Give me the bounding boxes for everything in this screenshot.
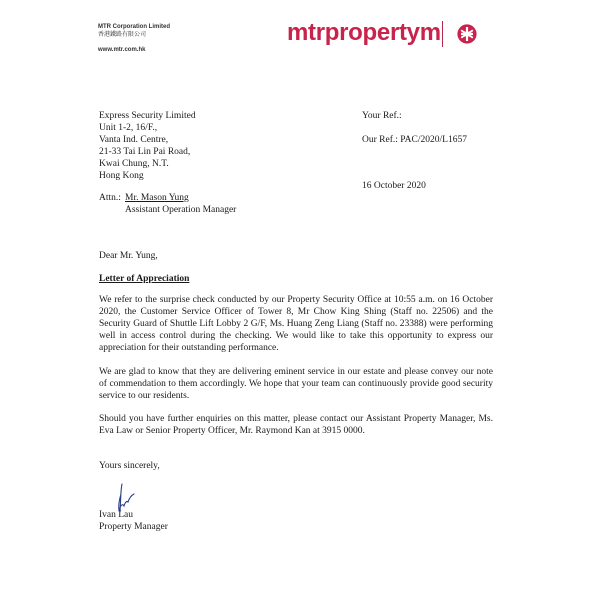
body-paragraph: We refer to the surprise check conducted by our Property Security Office at 10:55 a.m. on 16 October 2020, the Customer Service Officer of Tower 8, Mr Chow King Shing (Staff no. 22506) and the Security Guard of Shuttle Lift Lobby 2 G/F, Ms. Huang Zeng Liang (Staff no. 23388) were performing well in access control during the checking. We would like to take this opportunity to express our appreciation for their outstanding performance. [99,295,493,353]
corporation-block [98,23,170,54]
letter-subject: Letter of Appreciation [99,274,190,284]
body-paragraph: Should you have further enquiries on this matter, please contact our Assistant Property Manager, Ms. Eva Law or Senior Property Officer, Mr. Raymond Kan at 3915 0000. [99,414,493,436]
corporation-name: MTR Corporation Limited [98,24,170,30]
address-line: Express Security Limited [99,111,196,121]
attn-name: Mr. Mason Yung [125,193,189,203]
body-paragraph: We are glad to know that they are delivering eminent service in our estate and please convey our note of commendation to them accordingly. We hope that your team can continuously provide good security service to our residents. [99,367,493,401]
valediction: Yours sincerely, [99,461,160,471]
signer-name: Ivan Lau [99,510,134,520]
website-text: www.mtr.com.hk [98,47,146,53]
salutation: Dear Mr. Yung, [99,251,158,261]
signer-title: Property Manager [99,522,168,532]
letter-date: 16 October 2020 [362,181,426,191]
corporation-name-chinese: 香港鐵路有限公司 [98,32,147,38]
attn-label: Attn.: [99,193,121,203]
mtr-property-logo: mtrpropertym [287,19,441,46]
logo-divider [442,21,443,47]
address-line: Vanta Ind. Centre, [99,135,169,145]
address-line: 21-33 Tai Lin Pai Road, [99,147,191,157]
address-line: Hong Kong [99,171,144,181]
attn-title: Assistant Operation Manager [125,205,237,215]
our-ref: Our Ref.: PAC/2020/L1657 [362,135,467,145]
mtr-logo-icon [457,24,477,44]
your-ref: Your Ref.: [362,111,402,121]
address-line: Unit 1-2, 16/F., [99,123,158,133]
address-line: Kwai Chung, N.T. [99,159,169,169]
recipient-address [99,110,196,182]
